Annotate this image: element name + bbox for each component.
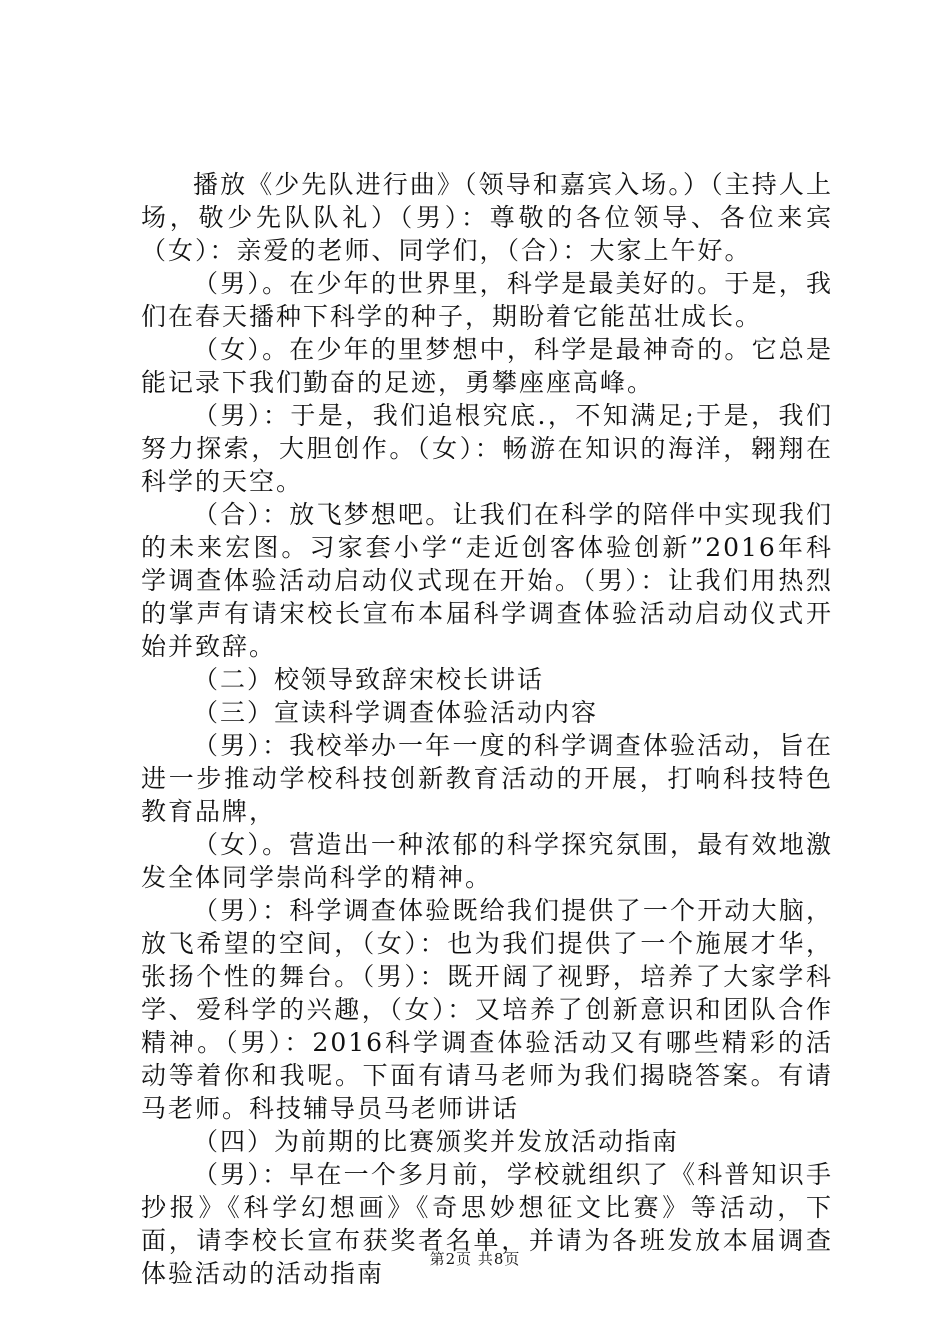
paragraph: （四）为前期的比赛颁奖并发放活动指南	[193, 1127, 680, 1156]
paragraph: （男）。在少年的世界里，科学是最美好的。于是，我们在春天播种下科学的种子，期盼着它能茁壮成长。	[141, 269, 833, 331]
paragraph: （男）：于是，我们追根究底.，不知满足;于是，我们努力探索，大胆创作。（女）：畅游在知识的海洋，翱翔在科学的天空。	[141, 401, 833, 496]
paragraph: （男）：我校举办一年一度的科学调查体验活动，旨在进一步推动学校科技创新教育活动的开展，打响科技特色教育品牌，	[141, 731, 833, 826]
page-number-footer: 第2页 共8页	[429, 1250, 521, 1268]
paragraph: （男）：早在一个多月前，学校就组织了《科普知识手抄报》《科学幻想画》《奇思妙想征文比赛》等活动，下面，请李校长宣布获奖者名单，并请为各班发放本届调查体验活动的活动指南	[141, 1160, 833, 1288]
paragraph: （合）：放飞梦想吧。让我们在科学的陪伴中实现我们的未来宏图。习家套小学“走近创客体验创新”2016年科学调查体验活动启动仪式现在开始。（男）：让我们用热烈的掌声有请宋校长宣布本届科学调查体验活动启动仪式开始并致辞。	[141, 500, 833, 661]
paragraph: （男）：科学调查体验既给我们提供了一个开动大脑，放飞希望的空间，（女）：也为我们提供了一个施展才华，张扬个性的舞台。（男）：既开阔了视野，培养了大家学科学、爱科学的兴趣，（女）：又培养了创新意识和团队合作精神。（男）：2016科学调查体验活动又有哪些精彩的活动等着你和我呢。下面有请马老师为我们揭晓答案。有请马老师。科技辅导员马老师讲话	[141, 896, 833, 1123]
paragraph: （女）。在少年的里梦想中，科学是最神奇的。它总是能记录下我们勤奋的足迹，勇攀座座高峰。	[141, 335, 833, 397]
paragraph: （二）校领导致辞宋校长讲话	[193, 665, 545, 694]
paragraph: （三）宣读科学调查体验活动内容	[193, 698, 599, 727]
document-body	[141, 168, 833, 1290]
paragraph: （女）。营造出一种浓郁的科学探究氛围，最有效地激发全体同学崇尚科学的精神。	[141, 830, 833, 892]
paragraph: 播放《少先队进行曲》（领导和嘉宾入场。）（主持人上场，敬少先队队礼）（男）：尊敬的各位领导、各位来宾（女）：亲爱的老师、同学们，（合）：大家上午好。	[141, 170, 833, 265]
